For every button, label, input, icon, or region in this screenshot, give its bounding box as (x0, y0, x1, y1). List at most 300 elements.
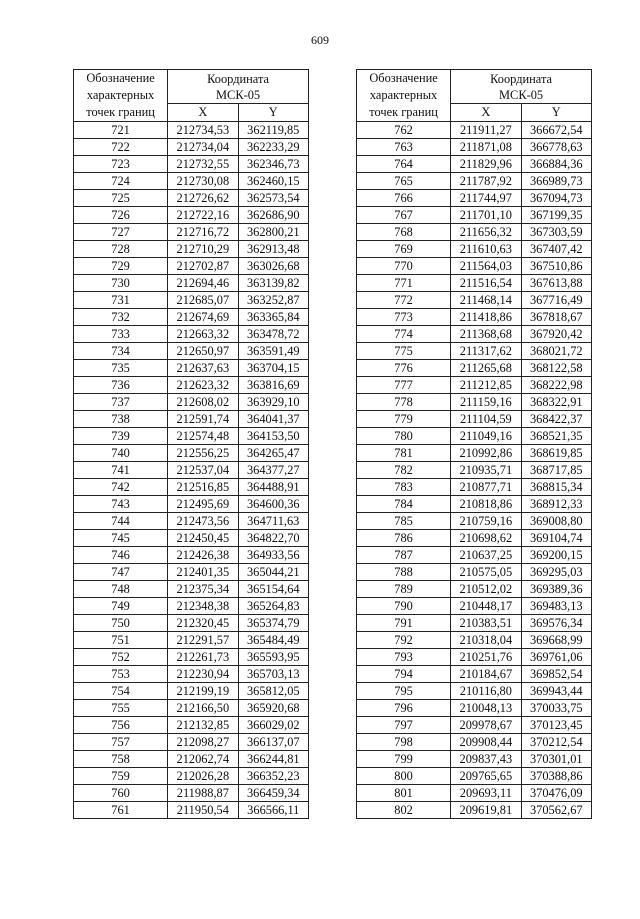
header-designation-line2: характерных (369, 88, 438, 102)
coord-y: 366566,11 (238, 802, 308, 819)
coord-y: 367920,42 (521, 326, 591, 343)
coord-x: 211744,97 (451, 190, 521, 207)
point-number: 776 (357, 360, 451, 377)
table-row (357, 394, 592, 411)
point-number: 748 (74, 581, 168, 598)
coord-x: 210877,71 (451, 479, 521, 496)
point-number: 791 (357, 615, 451, 632)
coord-x: 212098,27 (168, 734, 238, 751)
table-row (357, 411, 592, 428)
coord-y: 369852,54 (521, 666, 591, 683)
header-y: Y (238, 104, 308, 122)
table-row (74, 734, 309, 751)
coord-x: 211468,14 (451, 292, 521, 309)
header-coordinate-line2: МСК-05 (216, 87, 261, 102)
coord-x: 210048,13 (451, 700, 521, 717)
coord-y: 367094,73 (521, 190, 591, 207)
point-number: 765 (357, 173, 451, 190)
header-designation-line2: характерных (86, 88, 155, 102)
coord-y: 368717,85 (521, 462, 591, 479)
page-number: 609 (311, 33, 329, 47)
point-number: 767 (357, 207, 451, 224)
point-number: 780 (357, 428, 451, 445)
header-x: X (451, 104, 521, 122)
coord-y: 367510,86 (521, 258, 591, 275)
coord-x: 212734,04 (168, 139, 238, 156)
coord-x: 212199,19 (168, 683, 238, 700)
coord-x: 211212,85 (451, 377, 521, 394)
header-coordinate-line1: Координата (207, 71, 270, 86)
coord-x: 212473,56 (168, 513, 238, 530)
coord-y: 366244,81 (238, 751, 308, 768)
point-number: 756 (74, 717, 168, 734)
table-row (357, 632, 592, 649)
header-designation (74, 70, 168, 122)
coord-x: 211701,10 (451, 207, 521, 224)
table-row (357, 768, 592, 785)
table-row (357, 734, 592, 751)
coord-x: 211564,03 (451, 258, 521, 275)
point-number: 743 (74, 496, 168, 513)
header-designation (357, 70, 451, 122)
coord-y: 369761,06 (521, 649, 591, 666)
coord-y: 364265,47 (238, 445, 308, 462)
table-row (74, 564, 309, 581)
table-row (74, 326, 309, 343)
table-row (357, 564, 592, 581)
table-row (357, 224, 592, 241)
point-number: 771 (357, 275, 451, 292)
table-row (74, 496, 309, 513)
coord-x: 212426,38 (168, 547, 238, 564)
point-number: 759 (74, 768, 168, 785)
point-number: 773 (357, 309, 451, 326)
point-number: 724 (74, 173, 168, 190)
coord-x: 212537,04 (168, 462, 238, 479)
coord-x: 212401,35 (168, 564, 238, 581)
table-row (357, 462, 592, 479)
coord-x: 211610,63 (451, 241, 521, 258)
table-row (357, 479, 592, 496)
point-number: 740 (74, 445, 168, 462)
coord-x: 212702,87 (168, 258, 238, 275)
point-number: 729 (74, 258, 168, 275)
coord-y: 369295,03 (521, 564, 591, 581)
coord-y: 368222,98 (521, 377, 591, 394)
coord-x: 210818,86 (451, 496, 521, 513)
table-body-right (357, 122, 592, 819)
point-number: 794 (357, 666, 451, 683)
point-number: 798 (357, 734, 451, 751)
point-number: 769 (357, 241, 451, 258)
coord-y: 367818,67 (521, 309, 591, 326)
table-row (357, 292, 592, 309)
table-row (357, 666, 592, 683)
point-number: 784 (357, 496, 451, 513)
coord-x: 212375,34 (168, 581, 238, 598)
table-row (357, 207, 592, 224)
coord-y: 369483,13 (521, 598, 591, 615)
point-number: 783 (357, 479, 451, 496)
point-number: 751 (74, 632, 168, 649)
table-row (74, 513, 309, 530)
coord-y: 370033,75 (521, 700, 591, 717)
table-row (357, 530, 592, 547)
point-number: 750 (74, 615, 168, 632)
table-row (74, 479, 309, 496)
table-row (357, 377, 592, 394)
point-number: 726 (74, 207, 168, 224)
point-number: 760 (74, 785, 168, 802)
point-number: 799 (357, 751, 451, 768)
coord-y: 362913,48 (238, 241, 308, 258)
coord-y: 362233,29 (238, 139, 308, 156)
table-row (74, 802, 309, 819)
point-number: 732 (74, 309, 168, 326)
point-number: 764 (357, 156, 451, 173)
table-row (74, 445, 309, 462)
coord-y: 366989,73 (521, 173, 591, 190)
point-number: 755 (74, 700, 168, 717)
coord-y: 369576,34 (521, 615, 591, 632)
coord-x: 212685,07 (168, 292, 238, 309)
table-row (357, 343, 592, 360)
coord-x: 211418,86 (451, 309, 521, 326)
coord-y: 364600,36 (238, 496, 308, 513)
table-row (357, 598, 592, 615)
coord-x: 210698,62 (451, 530, 521, 547)
coord-y: 362346,73 (238, 156, 308, 173)
table-row (74, 581, 309, 598)
table-row (74, 360, 309, 377)
coord-x: 211871,08 (451, 139, 521, 156)
point-number: 788 (357, 564, 451, 581)
coord-x: 211104,59 (451, 411, 521, 428)
table-row (357, 649, 592, 666)
table-row (74, 428, 309, 445)
coord-x: 212591,74 (168, 411, 238, 428)
coord-x: 210992,86 (451, 445, 521, 462)
table-row (74, 241, 309, 258)
point-number: 795 (357, 683, 451, 700)
coord-x: 209619,81 (451, 802, 521, 819)
point-number: 763 (357, 139, 451, 156)
point-number: 721 (74, 122, 168, 139)
table-row (357, 309, 592, 326)
coord-y: 366352,23 (238, 768, 308, 785)
table-row (357, 802, 592, 819)
coord-y: 368322,91 (521, 394, 591, 411)
table-row (74, 547, 309, 564)
header-coordinate-line1: Координата (490, 71, 553, 86)
coord-x: 211656,32 (451, 224, 521, 241)
point-number: 777 (357, 377, 451, 394)
point-number: 770 (357, 258, 451, 275)
table-row (357, 683, 592, 700)
coord-x: 212495,69 (168, 496, 238, 513)
coord-y: 370301,01 (521, 751, 591, 768)
point-number: 774 (357, 326, 451, 343)
table-row (74, 700, 309, 717)
coord-y: 365593,95 (238, 649, 308, 666)
coord-y: 363365,84 (238, 309, 308, 326)
coord-y: 366137,07 (238, 734, 308, 751)
coord-x: 212650,97 (168, 343, 238, 360)
coord-x: 212722,16 (168, 207, 238, 224)
coord-x: 212516,85 (168, 479, 238, 496)
point-number: 786 (357, 530, 451, 547)
header-designation-line3: точек границ (369, 105, 438, 119)
point-number: 753 (74, 666, 168, 683)
coord-y: 363591,49 (238, 343, 308, 360)
point-number: 802 (357, 802, 451, 819)
point-number: 728 (74, 241, 168, 258)
point-number: 758 (74, 751, 168, 768)
point-number: 752 (74, 649, 168, 666)
coord-x: 210759,16 (451, 513, 521, 530)
point-number: 800 (357, 768, 451, 785)
table-row (74, 598, 309, 615)
header-y: Y (521, 104, 591, 122)
coord-x: 212166,50 (168, 700, 238, 717)
table-row (357, 275, 592, 292)
coordinates-table-left (73, 69, 309, 819)
coord-x: 212716,72 (168, 224, 238, 241)
coord-y: 369008,80 (521, 513, 591, 530)
header-coordinate-line2: МСК-05 (499, 87, 544, 102)
coord-x: 210637,25 (451, 547, 521, 564)
coord-x: 210383,51 (451, 615, 521, 632)
coord-y: 368815,34 (521, 479, 591, 496)
coord-y: 364041,37 (238, 411, 308, 428)
point-number: 778 (357, 394, 451, 411)
coord-y: 364933,56 (238, 547, 308, 564)
coord-x: 211159,16 (451, 394, 521, 411)
coord-y: 363139,82 (238, 275, 308, 292)
coord-x: 212556,25 (168, 445, 238, 462)
point-number: 745 (74, 530, 168, 547)
coord-x: 210318,04 (451, 632, 521, 649)
coord-y: 363478,72 (238, 326, 308, 343)
table-row (357, 360, 592, 377)
coord-y: 362573,54 (238, 190, 308, 207)
coord-y: 364153,50 (238, 428, 308, 445)
coord-y: 369104,74 (521, 530, 591, 547)
point-number: 731 (74, 292, 168, 309)
coord-x: 212726,62 (168, 190, 238, 207)
coord-y: 364377,27 (238, 462, 308, 479)
coord-y: 365154,64 (238, 581, 308, 598)
coord-y: 365484,49 (238, 632, 308, 649)
coord-x: 210251,76 (451, 649, 521, 666)
coord-x: 212230,94 (168, 666, 238, 683)
coord-y: 366029,02 (238, 717, 308, 734)
coord-y: 365703,13 (238, 666, 308, 683)
table-row (74, 377, 309, 394)
point-number: 793 (357, 649, 451, 666)
coord-y: 362686,90 (238, 207, 308, 224)
table-row (74, 462, 309, 479)
point-number: 779 (357, 411, 451, 428)
coord-x: 212734,53 (168, 122, 238, 139)
header-designation-line1: Обозначение (369, 71, 438, 85)
coord-x: 211829,96 (451, 156, 521, 173)
coord-x: 211516,54 (451, 275, 521, 292)
coord-x: 211911,27 (451, 122, 521, 139)
coord-y: 362800,21 (238, 224, 308, 241)
table-row (357, 173, 592, 190)
coord-y: 366884,36 (521, 156, 591, 173)
table-row (74, 122, 309, 139)
coord-y: 366778,63 (521, 139, 591, 156)
table-row (74, 394, 309, 411)
header-coordinate (451, 70, 592, 104)
coord-x: 211317,62 (451, 343, 521, 360)
coord-y: 369389,36 (521, 581, 591, 598)
table-row (74, 632, 309, 649)
coord-y: 363026,68 (238, 258, 308, 275)
coord-y: 370476,09 (521, 785, 591, 802)
coord-y: 362119,85 (238, 122, 308, 139)
coord-y: 369943,44 (521, 683, 591, 700)
coord-x: 212261,73 (168, 649, 238, 666)
point-number: 738 (74, 411, 168, 428)
point-number: 730 (74, 275, 168, 292)
table-row (74, 717, 309, 734)
coord-y: 369668,99 (521, 632, 591, 649)
coord-y: 370212,54 (521, 734, 591, 751)
coord-y: 362460,15 (238, 173, 308, 190)
coord-x: 212637,63 (168, 360, 238, 377)
coord-x: 209978,67 (451, 717, 521, 734)
point-number: 749 (74, 598, 168, 615)
point-number: 737 (74, 394, 168, 411)
table-row (357, 122, 592, 139)
table-row (74, 224, 309, 241)
point-number: 796 (357, 700, 451, 717)
table-row (357, 428, 592, 445)
coord-x: 212674,69 (168, 309, 238, 326)
coord-x: 212348,38 (168, 598, 238, 615)
point-number: 792 (357, 632, 451, 649)
table-row (74, 309, 309, 326)
point-number: 762 (357, 122, 451, 139)
table-row (357, 496, 592, 513)
point-number: 727 (74, 224, 168, 241)
coord-x: 212320,45 (168, 615, 238, 632)
coord-y: 367303,59 (521, 224, 591, 241)
table-row (74, 343, 309, 360)
table-row (74, 190, 309, 207)
coord-x: 211368,68 (451, 326, 521, 343)
table-row (357, 700, 592, 717)
table-row (74, 530, 309, 547)
table-body-left (74, 122, 309, 819)
point-number: 733 (74, 326, 168, 343)
point-number: 782 (357, 462, 451, 479)
coord-x: 212663,32 (168, 326, 238, 343)
point-number: 797 (357, 717, 451, 734)
point-number: 725 (74, 190, 168, 207)
coord-y: 365264,83 (238, 598, 308, 615)
coordinates-table-right (356, 69, 592, 819)
coord-x: 212574,48 (168, 428, 238, 445)
table-row (74, 785, 309, 802)
point-number: 742 (74, 479, 168, 496)
coord-x: 210512,02 (451, 581, 521, 598)
coord-y: 368912,33 (521, 496, 591, 513)
coord-x: 210116,80 (451, 683, 521, 700)
coord-x: 212450,45 (168, 530, 238, 547)
table-row (74, 139, 309, 156)
table-row (74, 258, 309, 275)
table-row (357, 156, 592, 173)
point-number: 775 (357, 343, 451, 360)
point-number: 723 (74, 156, 168, 173)
table-row (74, 207, 309, 224)
coord-x: 209693,11 (451, 785, 521, 802)
coord-x: 211787,92 (451, 173, 521, 190)
coord-y: 363252,87 (238, 292, 308, 309)
coord-x: 209765,65 (451, 768, 521, 785)
coord-y: 366459,34 (238, 785, 308, 802)
coord-x: 212062,74 (168, 751, 238, 768)
coord-x: 211049,16 (451, 428, 521, 445)
point-number: 739 (74, 428, 168, 445)
coord-y: 369200,15 (521, 547, 591, 564)
coord-y: 365920,68 (238, 700, 308, 717)
coord-x: 212732,55 (168, 156, 238, 173)
coord-x: 209908,44 (451, 734, 521, 751)
coord-x: 212710,29 (168, 241, 238, 258)
table-row (74, 615, 309, 632)
header-designation-line3: точек границ (86, 105, 155, 119)
table-row (357, 615, 592, 632)
table-row (74, 683, 309, 700)
table-row (357, 326, 592, 343)
coord-y: 363929,10 (238, 394, 308, 411)
coord-y: 368521,35 (521, 428, 591, 445)
point-number: 741 (74, 462, 168, 479)
table-row (74, 666, 309, 683)
coord-y: 364711,63 (238, 513, 308, 530)
coord-y: 367716,49 (521, 292, 591, 309)
table-row (357, 717, 592, 734)
coord-y: 370123,45 (521, 717, 591, 734)
coord-y: 370562,67 (521, 802, 591, 819)
coord-y: 368619,85 (521, 445, 591, 462)
point-number: 772 (357, 292, 451, 309)
point-number: 790 (357, 598, 451, 615)
coord-y: 364488,91 (238, 479, 308, 496)
coord-x: 212026,28 (168, 768, 238, 785)
point-number: 735 (74, 360, 168, 377)
point-number: 722 (74, 139, 168, 156)
coord-y: 365374,79 (238, 615, 308, 632)
table-row (74, 768, 309, 785)
coord-x: 210575,05 (451, 564, 521, 581)
coord-x: 212694,46 (168, 275, 238, 292)
coord-y: 370388,86 (521, 768, 591, 785)
coord-y: 365044,21 (238, 564, 308, 581)
coord-x: 210935,71 (451, 462, 521, 479)
point-number: 757 (74, 734, 168, 751)
coord-y: 367613,88 (521, 275, 591, 292)
coord-x: 211988,87 (168, 785, 238, 802)
point-number: 787 (357, 547, 451, 564)
table-row (357, 751, 592, 768)
header-x: X (168, 104, 238, 122)
